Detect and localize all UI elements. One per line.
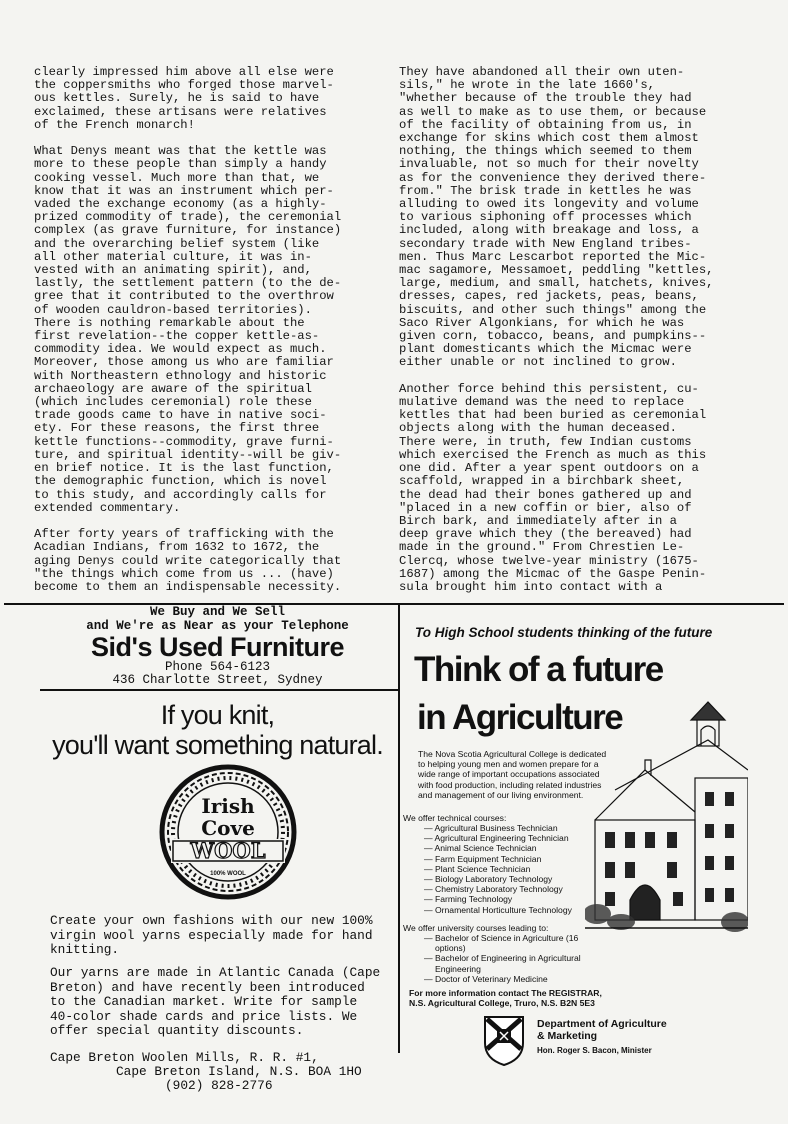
wool-ad-address-2: Cape Breton Island, N.S. BOA 1HO	[116, 1064, 362, 1079]
nova-scotia-shield-icon	[483, 1015, 525, 1067]
sid-ad-business-name: Sid's Used Furniture	[91, 632, 344, 662]
agri-technical-heading: We offer technical courses:	[403, 813, 507, 823]
ad-divider-vertical	[398, 603, 400, 1053]
wool-logo-line3: WOOL	[190, 838, 266, 863]
university-course-item: — Bachelor of Science in Agriculture (16 options)	[424, 933, 579, 954]
agri-ad-headline-2: in Agriculture	[417, 698, 623, 737]
technical-course-item: — Agricultural Engineering Technician	[424, 833, 569, 844]
technical-course-item: — Ornamental Horticulture Technology	[424, 904, 572, 915]
agri-minister: Hon. Roger S. Bacon, Minister	[537, 1046, 652, 1055]
sid-ad-address: 436 Charlotte Street, Sydney	[112, 673, 323, 687]
university-course-item: — Doctor of Veterinary Medicine	[424, 973, 548, 984]
technical-course-item: — Biology Laboratory Technology	[424, 874, 553, 885]
article-column-right: They have abandoned all their own uten- sils," he wrote in the late 1660's, "whether because of the trouble they had as well to make as to use them, or because of the facility of obtaining from us, in exchange for skins which cost them almost nothing, the things which seemed to them invaluable, not so much for their novelty as for the convenience they derived there- from." The brisk trade in kettles he was alluding to owed its longevity and volume to various siphoning off processes which included, along with breakage and loss, a secondary trade with New England tribes- men. Thus Marc Lescarbot reported the Mic- mac sagamore, Messamoet, peddling "kettles, large, medium, and small, hatchets, knives, dresses, capes, red jackets, peas, beans, biscuits, and other such things" among the Saco River Algonkians, for which he was given corn, tobacco, beans, and pumpkins-- plant domesticants which the Micmac were either unable or not inclined to grow. Another force behind this persistent, cu- mulative demand was the need to replace kettles that had been buried as ceremonial objects along with the human deceased. There were, in truth, few Indian customs which exercised the French as much as this one did. After a year spent outdoors on a scaffold, wrapped in a birchbark sheet, the dead had their bones gathered up and "placed in a new coffin or bier, also of Birch bark, and immediately after in a deep grave which they (the bereaved) had made in the ground." From Chrestien Le- Clercq, whose twelve-year ministry (1675- 1687) among the Micmac of the Gaspe Penin- sula brought him into contact with a	[399, 65, 714, 594]
agri-contact-line-1: For more information contact The REGISTRAR,	[409, 988, 602, 998]
sid-furniture-ad	[40, 605, 395, 687]
article-column-left: clearly impressed him above all else were the coppersmiths who forged those marvel- ous kettles. Surely, he is said to have exclaimed, these artisans were relatives of the French monarch! What Denys meant was that the kettle was more to these people than simply a handy cooking vessel. Much more than that, we know that it was an instrument which per- vaded the exchange economy (as a highly- prized commodity of trade), the ceremonial complex (as grave furniture, for instance) and the overarching belief system (like all other material culture, it was in- vested with an animating spirit), and, lastly, the settlement pattern (to the de- gree that it contributed to the overthrow of wooden cauldron-based territories). There is nothing remarkable about the first revelation--the copper kettle-as- commodity idea. We would expect as much. Moreover, those among us who are familiar with Northeastern ethnology and historic archaeology are aware of the spiritual (which includes ceremonial) role these trade goods came to have in native soci- ety. For these reasons, the first three kettle functions--commodity, grave furni- ture, and spiritual identity--will be giv- en brief notice. It is the last function, the demographic function, which is novel to this study, and accordingly calls for extended commentary. After forty years of trafficking with the Acadian Indians, from 1632 to 1672, the aging Denys could write categorically that "the things which come from us ... (have) become to them an indispensable necessity.	[34, 65, 342, 594]
sid-ad-line2: and We're as Near as your Telephone	[86, 619, 349, 633]
technical-course-item: — Animal Science Technician	[424, 843, 537, 854]
technical-course-item: — Farm Equipment Technician	[424, 853, 542, 864]
agri-contact-line-2: N.S. Agricultural College, Truro, N.S. B2N 5E3	[409, 998, 595, 1008]
agri-ad-headline-1: Think of a future	[414, 650, 663, 689]
agri-department-line-1: Department of Agriculture	[537, 1018, 667, 1030]
agri-ad-tagline: To High School students thinking of the future	[415, 625, 713, 640]
college-building-illustration	[585, 700, 748, 935]
wool-logo-tag: 100% WOOL	[210, 871, 246, 877]
agri-university-list	[424, 933, 581, 984]
wool-ad-headline-1: If you knit,	[160, 700, 275, 730]
university-course-item: — Bachelor of Engineering in Agricultural Engineering	[424, 953, 581, 974]
wool-ad-headline-2: you'll want something natural.	[52, 730, 383, 760]
agri-ad-intro: The Nova Scotia Agricultural College is dedicated to helping young men and women prepare for a wide range of important occupations associated with food production, including related industries and management of our living environment.	[418, 749, 607, 800]
agri-technical-list	[424, 823, 572, 915]
agri-university-heading: We offer university courses leading to:	[403, 923, 549, 933]
technical-course-item: — Plant Science Technician	[424, 863, 531, 874]
technical-course-item: — Farming Technology	[424, 894, 513, 905]
wool-logo-line2: Cove	[201, 816, 255, 840]
wool-ad-paragraph-1: Create your own fashions with our new 100% virgin wool yarns especially made for hand knitting.	[50, 913, 373, 958]
wool-ad-paragraph-2: Our yarns are made in Atlantic Canada (Cape Breton) and have recently been introduced to the Canadian market. Write for sample 40-color shade cards and price lists. We offer special quantity discounts.	[50, 965, 381, 1039]
wool-logo-line1: Irish	[201, 794, 255, 818]
sid-ad-phone: Phone 564-6123	[164, 660, 271, 674]
agri-department-line-2: & Marketing	[537, 1030, 598, 1042]
technical-course-item: — Agricultural Business Technician	[424, 823, 558, 833]
technical-course-item: — Chemistry Laboratory Technology	[424, 884, 563, 895]
sid-ad-line1: We Buy and We Sell	[149, 605, 286, 619]
wool-ad-phone: (902) 828-2776	[165, 1078, 273, 1093]
irish-cove-wool-logo	[158, 763, 298, 901]
wool-ad-address-1: Cape Breton Woolen Mills, R. R. #1,	[50, 1050, 319, 1065]
sid-ad-bottom-rule	[40, 689, 398, 691]
